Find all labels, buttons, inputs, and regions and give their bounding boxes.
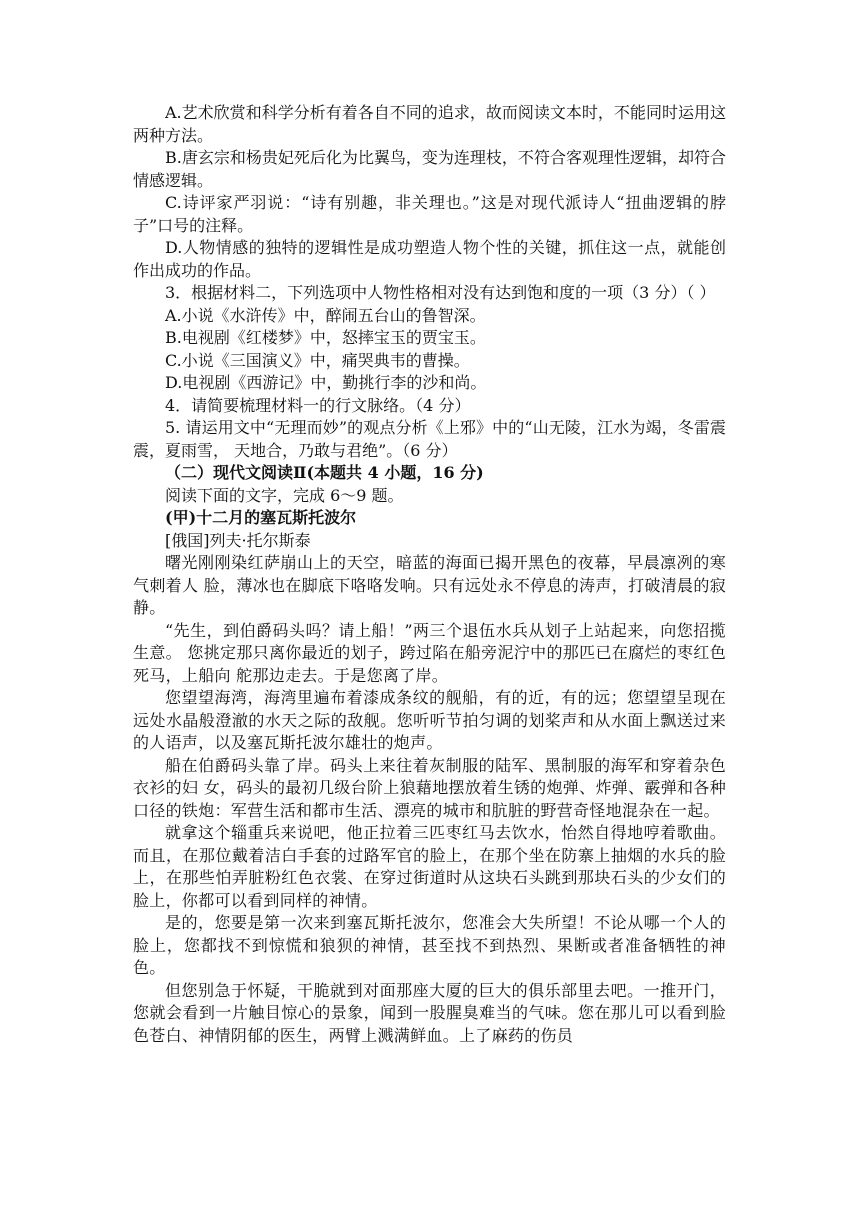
passage-paragraph-1: 曙光刚刚染红萨崩山上的天空，暗蓝的海面已揭开黑色的夜幕，早晨凛冽的寒气刺着人 脸，薄冰也在脚底下咯咯发响。只有远处永不停息的涛声，打破清晨的寂静。 [133,553,726,617]
passage-paragraph-2: “先生，到伯爵码头吗？请上船！”两三个退伍水兵从划子上站起来，向您招揽生意。 您挑定那只离你最近的划子，跨过陷在船旁泥泞中的那匹已在腐烂的枣红色死马，上船向 舵那边走去。于是您离了岸。 [133,620,726,685]
q2-option-b: B.唐玄宗和杨贵妃死后化为比翼鸟，变为连理枝，不符合客观理性逻辑，却符合情感逻辑。 [133,148,726,190]
q2-option-d: D.人物情感的独特的逻辑性是成功塑造人物个性的关键，抓住这一点，就能创作出成功的作品。 [133,238,726,280]
q4-stem: 4．请简要梳理材料一的行文脉络。（4 分） [165,395,471,415]
passage-paragraph-5: 就拿这个辎重兵来说吧，他正拉着三匹枣红马去饮水，怡然自得地哼着歌曲。而且，在那位戴着洁白手套的过路军官的脸上，在那个坐在防寨上抽烟的水兵的脸上，在那些怕弄脏粉红色衣裳、在穿过街道时从这块石头跳到那块石头的少女们的脸上，你都可以看到同样的神情。 [133,823,726,910]
section-title: （二）现代文阅读Ⅱ(本题共 4 小题，16 分) [165,463,484,482]
q3-option-c: C.小说《三国演义》中，痛哭典韦的曹操。 [165,350,470,370]
q5-stem: 5. 请运用文中“无理而妙”的观点分析《上邪》中的“山无陵，江水为竭，冬雷震震，夏雨雪， 天地合，乃敢与君绝”。（6 分） [133,418,726,460]
passage-paragraph-4: 船在伯爵码头靠了岸。码头上来往着灰制服的陆军、黑制服的海军和穿着杂色衣衫的妇 女，码头的最初几级台阶上狼藉地摆放着生锈的炮弹、炸弹、霰弹和各种口径的铁炮：军营生活和都市生活、漂亮的城市和肮脏的野营奇怪地混杂在一起。 [133,755,726,820]
passage-author: [俄国]列夫·托尔斯泰 [165,530,311,550]
q2-option-c: C.诗评家严羽说：“诗有别趣，非关理也。”这是对现代派诗人“扭曲逻辑的脖子”口号的注释。 [133,193,726,235]
instruction: 阅读下面的文字，完成 6～9 题。 [165,485,404,505]
passage-title: (甲)十二月的塞瓦斯托波尔 [165,508,357,527]
q2-option-a: A.艺术欣赏和科学分析有着各自不同的追求，故而阅读文本时，不能同时运用这两种方法。 [133,103,726,145]
passage-paragraph-7: 但您别急于怀疑，干脆就到对面那座大厦的巨大的俱乐部里去吧。一推开门，您就会看到一片触目惊心的景象，闻到一股腥臭难当的气味。您在那儿可以看到脸色苍白、神情阴郁的医生，两臂上溅满鲜血。上了麻药的伤员 [133,980,726,1045]
q3-option-b: B.电视剧《红楼梦》中，怒摔宝玉的贾宝玉。 [165,328,486,347]
q3-stem: 3．根据材料二，下列选项中人物性格相对没有达到饱和度的一项（3 分）（ ） [165,283,716,302]
passage-paragraph-3: 您望望海湾，海湾里遍布着漆成条纹的舰船，有的近，有的远；您望望呈现在远处水晶般澄澈的水天之际的敌舰。您听听节拍匀调的划桨声和从水面上飘送过来的人语声，以及塞瓦斯托波尔雄壮的炮声。 [133,688,726,752]
q3-option-d: D.电视剧《西游记》中，勤挑行李的沙和尚。 [165,373,487,392]
q3-option-a: A.小说《水浒传》中，醉闹五台山的鲁智深。 [165,305,486,325]
passage-paragraph-6: 是的，您要是第一次来到塞瓦斯托波尔，您准会大失所望！不论从哪一个人的脸上，您都找不到惊慌和狼狈的神情，甚至找不到热烈、果断或者准备牺牲的神色。 [133,913,726,977]
